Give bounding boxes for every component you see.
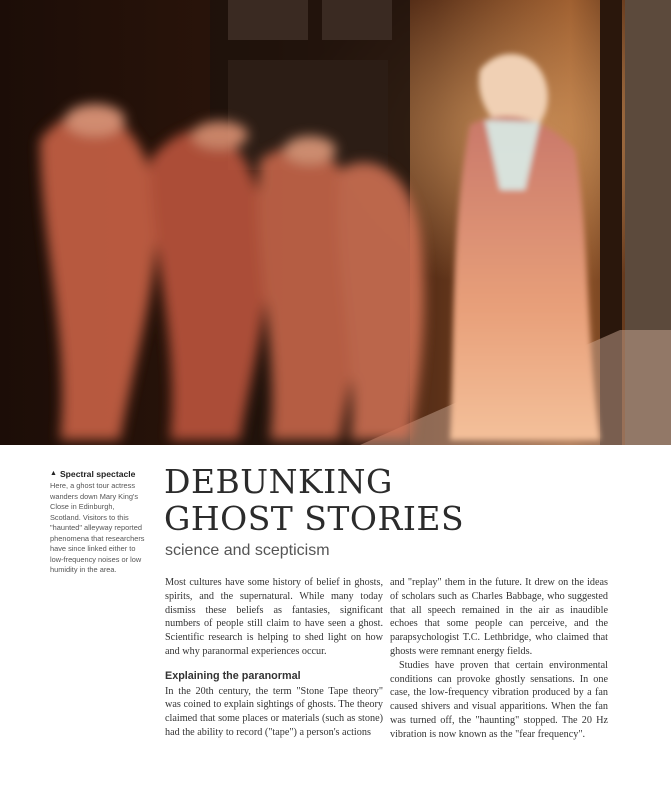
body-paragraph-continued: and "replay" them in the future. It drew on the ideas of scholars such as Charles Babbage, who suggested that all speech remained in the air as inaudible echoes that some people can perceive, and the parapsychologist T.C. Lethbridge, who claimed that ghosts were remnant energy fields. — [390, 577, 608, 657]
page-subtitle: science and scepticism — [165, 542, 330, 559]
text-column-left — [165, 576, 383, 740]
body-paragraph: In the 20th century, the term "Stone Tape theory" was coined to explain sightings of ghosts. The theory claimed that some places or materials (such as stone) had the ability to record ("tape") a person's actions — [165, 685, 383, 738]
triangle-up-icon: ▲ — [50, 470, 57, 477]
intro-paragraph: Most cultures have some history of belief in ghosts, spirits, and the supernatural. While many today dismiss these beliefs as fantasies, significant numbers of people still claim to have seen a ghost. Scientific research is helping to shed light on how and why paranormal experiences occur. — [165, 577, 383, 657]
title-line-2: GHOST STORIES — [164, 499, 465, 538]
caption-text: Here, a ghost tour actress wanders down Mary King's Close in Edinburgh, Scotland. Visitors to this "haunted" alleyway reported phenomena that researchers have since linked either to low-frequency noises or low humidity in the area. — [50, 481, 145, 574]
page-title — [164, 463, 584, 537]
photo-caption — [50, 468, 146, 576]
caption-heading — [50, 468, 146, 480]
body-paragraph-studies: Studies have proven that certain environmental conditions can provoke ghostly sensations. In one case, the low-frequency vibration produced by a fan caused shivers and visual apparitions. When the fan was turned off, the "haunting" stopped. The 20 Hz vibration is now known as the "fear frequency". — [390, 659, 608, 740]
section-subheading: Explaining the paranormal — [165, 669, 301, 682]
text-column-right — [390, 576, 608, 742]
caption-heading-text: Spectral spectacle — [59, 469, 136, 479]
title-line-1: DEBUNKING — [164, 462, 393, 501]
